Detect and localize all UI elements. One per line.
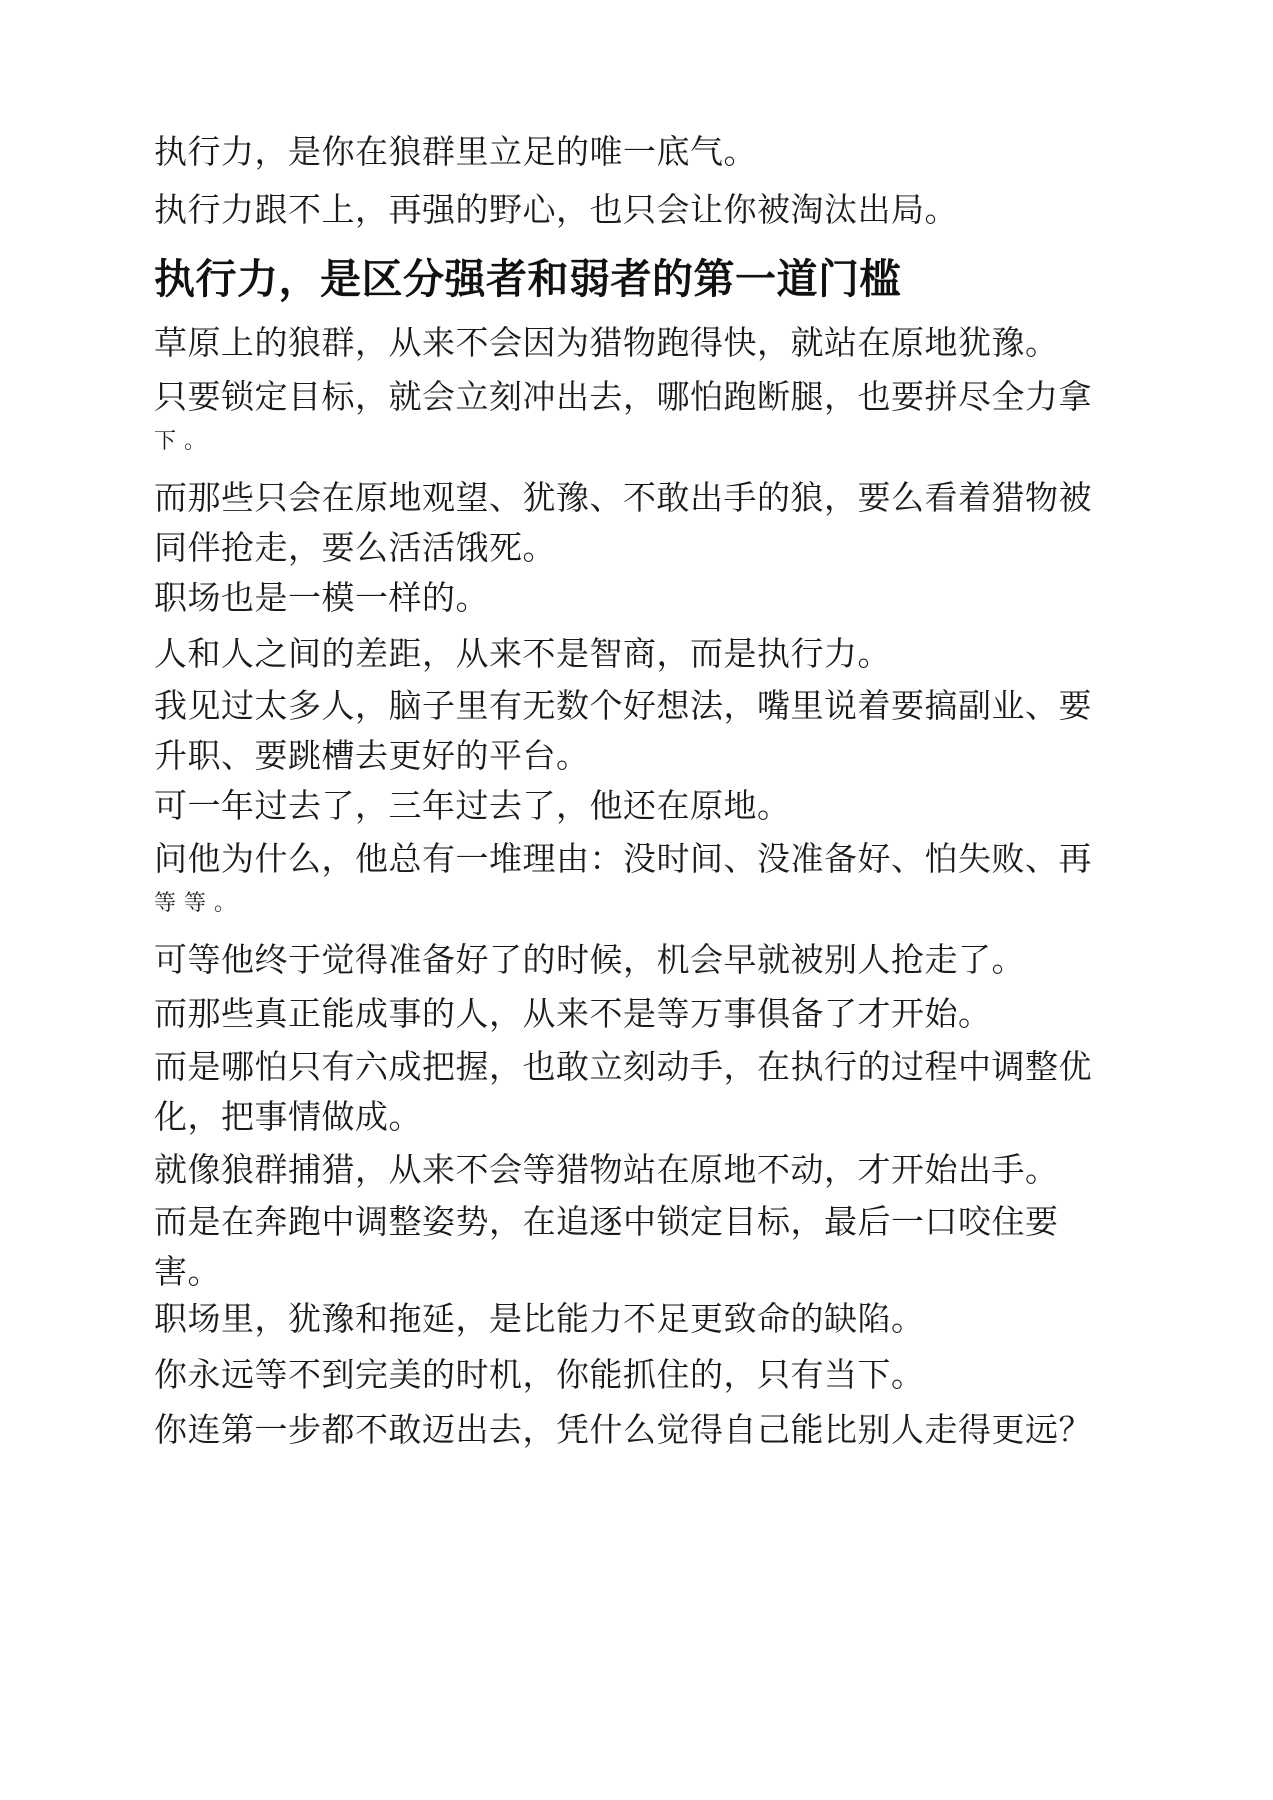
paragraph [154, 1197, 1114, 1297]
paragraph-line: 同伴抢走，要么活活饿死。 [154, 528, 556, 567]
paragraph-line: 而那些只会在原地观望、犹豫、不敢出手的狼，要么看着猎物被 [154, 478, 1092, 517]
paragraph [154, 1042, 1114, 1142]
paragraph [154, 318, 1114, 368]
paragraph-line: 化，把事情做成。 [154, 1097, 422, 1136]
paragraph-line: 害。 [154, 1252, 221, 1291]
section-heading: 执行力，是区分强者和弱者的第一道门槛 [154, 255, 901, 303]
paragraph-line: 草原上的狼群，从来不会因为猎物跑得快，就站在原地犹豫。 [154, 323, 1059, 362]
paragraph-line: 只要锁定目标，就会立刻冲出去，哪怕跑断腿，也要拼尽全力拿 [154, 377, 1092, 416]
paragraph-line: 而那些真正能成事的人，从来不是等万事俱备了才开始。 [154, 994, 992, 1033]
paragraph-line: 问他为什么，他总有一堆理由：没时间、没准备好、怕失败、再 [154, 839, 1092, 878]
paragraph-line: 等 等 。 [154, 891, 237, 916]
paragraph-line: 人和人之间的差距，从来不是智商，而是执行力。 [154, 634, 891, 673]
paragraph-line: 可一年过去了，三年过去了，他还在原地。 [154, 786, 791, 825]
paragraph [154, 1350, 1114, 1400]
paragraph [154, 629, 1114, 679]
paragraph [154, 573, 1114, 623]
paragraph-line: 我见过太多人，脑子里有无数个好想法，嘴里说着要搞副业、要 [154, 686, 1092, 725]
paragraph-line: 可等他终于觉得准备好了的时候，机会早就被别人抢走了。 [154, 940, 1025, 979]
paragraph-line: 而是在奔跑中调整姿势，在追逐中锁定目标，最后一口咬住要 [154, 1202, 1059, 1241]
paragraph [154, 1145, 1114, 1195]
paragraph [154, 681, 1114, 781]
paragraph [154, 1405, 1114, 1455]
paragraph-line: 下 。 [154, 429, 207, 454]
paragraph [154, 473, 1114, 573]
paragraph-line: 职场里，犹豫和拖延，是比能力不足更致命的缺陷。 [154, 1299, 925, 1338]
paragraph-line: 你永远等不到完美的时机，你能抓住的，只有当下。 [154, 1355, 925, 1394]
intro-line-2: 执行力跟不上，再强的野心，也只会让你被淘汰出局。 [154, 190, 958, 229]
paragraph [154, 989, 1114, 1039]
intro-line-1: 执行力，是你在狼群里立足的唯一底气。 [154, 132, 757, 171]
paragraph-line: 升职、要跳槽去更好的平台。 [154, 736, 590, 775]
paragraph [154, 781, 1114, 831]
paragraph [154, 834, 1114, 924]
paragraph [154, 935, 1114, 985]
paragraph-line: 而是哪怕只有六成把握，也敢立刻动手，在执行的过程中调整优 [154, 1047, 1092, 1086]
paragraph-line: 你连第一步都不敢迈出去，凭什么觉得自己能比别人走得更远？ [154, 1410, 1092, 1449]
paragraph [154, 1294, 1114, 1344]
paragraph-line: 就像狼群捕猎，从来不会等猎物站在原地不动，才开始出手。 [154, 1150, 1059, 1189]
paragraph-line: 职场也是一模一样的。 [154, 578, 489, 617]
paragraph [154, 372, 1114, 462]
